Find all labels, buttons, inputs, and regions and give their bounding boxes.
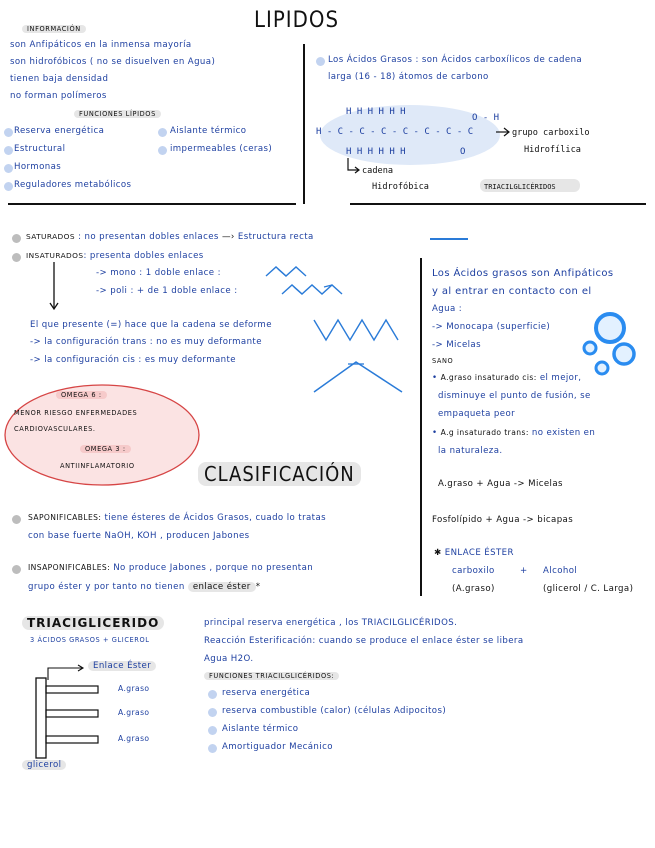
cis-bullet-text: disminuye el punto de fusión, se <box>438 391 591 401</box>
insaponificables-text: grupo éster y por tanto no tienen enlace éster * <box>28 582 261 592</box>
saturados-line: SATURADOS : no presentan dobles enlaces —› Estructura recta <box>26 232 314 242</box>
micelas-line: -> Micelas <box>432 340 481 350</box>
triacil-text: principal reserva energética , los TRIACILGLICÉRIDOS. <box>204 618 458 628</box>
trans-bullet: • A.g insaturado trans: no existen en <box>432 428 596 438</box>
carboxilo-label: carboxilo <box>452 566 495 576</box>
bullet-icon <box>4 164 13 173</box>
cis-line: -> la configuración cis : es muy deformante <box>30 355 236 365</box>
funcion-item: Reguladores metabólicos <box>14 180 132 190</box>
svg-text:H H H H H H: H H H H H H <box>346 147 406 157</box>
page-title: LIPIDOS <box>254 8 340 33</box>
bullet-icon <box>12 253 21 262</box>
fatty-acid-structure <box>310 100 640 200</box>
bullet-icon <box>208 690 217 699</box>
funciones-triacil-heading: FUNCIONES TRIACILGLICÉRIDOS: <box>204 672 339 680</box>
triacil-text: Reacción Esterificación: cuando se produce el enlace éster se libera <box>204 636 524 646</box>
divider <box>303 44 305 204</box>
bullet-icon <box>12 515 21 524</box>
bullet-icon <box>208 726 217 735</box>
poli-zigzag <box>280 281 350 297</box>
bullet-icon <box>158 128 167 137</box>
svg-text:grupo carboxilo: grupo carboxilo <box>512 128 590 138</box>
triacil-text: Agua H2O. <box>204 654 254 664</box>
funcion-triacil-item: Aislante térmico <box>222 724 299 734</box>
svg-text:Hidrofílica: Hidrofílica <box>524 145 581 155</box>
bullet-icon <box>4 146 13 155</box>
info-item: tienen baja densidad <box>10 74 109 84</box>
divider <box>8 203 296 205</box>
divider <box>420 258 422 596</box>
funcion-triacil-item: reserva combustible (calor) (células Adipocitos) <box>222 706 447 716</box>
bullet-icon <box>316 57 325 66</box>
down-arrow-icon <box>48 262 60 312</box>
anfi-text: Los Ácidos grasos son Anfipáticos <box>432 268 614 279</box>
omega3-text: ANTIINFLAMATORIO <box>60 462 135 470</box>
bullet-icon <box>12 565 21 574</box>
alcohol-label: Alcohol <box>543 566 578 576</box>
deforme-line: El que presente (=) hace que la cadena se deforme <box>30 320 272 330</box>
bullet-icon <box>12 234 21 243</box>
svg-text:H - C - C - C - C - C - C - C: H - C - C - C - C - C - C - C <box>316 127 474 137</box>
micelas-bubbles <box>578 310 650 376</box>
triacil-title: TRIACIGLICERIDO <box>22 612 164 631</box>
funciones-heading: FUNCIONES LÍPIDOS <box>74 110 161 118</box>
insaponificables-line: INSAPONIFICABLES: No produce Jabones , porque no presentan <box>28 563 314 573</box>
agraso-1: A.graso <box>118 684 150 693</box>
monocapa-line: -> Monocapa (superficie) <box>432 322 551 332</box>
trans-zigzag <box>312 316 402 348</box>
svg-text:Hidrofóbica: Hidrofóbica <box>372 182 429 192</box>
clasificacion-title: CLASIFICACIÓN <box>198 462 361 486</box>
insaturados-line: INSATURADOS: presenta dobles enlaces <box>26 251 204 261</box>
bullet-icon <box>4 182 13 191</box>
cis-chain <box>310 358 406 396</box>
mono-zigzag <box>264 263 314 279</box>
info-heading: INFORMACIÓN <box>22 25 86 33</box>
poli-line: -> poli : + de 1 doble enlace : <box>96 286 238 296</box>
agraso-label: (A.graso) <box>452 584 495 594</box>
agraso-2: A.graso <box>118 708 150 717</box>
svg-text:O - H: O - H <box>472 113 500 123</box>
omega6-text: CARDIOVASCULARES. <box>14 425 96 433</box>
funcion-item: Estructural <box>14 144 66 154</box>
omega6-text: MENOR RIESGO ENFERMEDADES <box>14 409 138 417</box>
equation-bicapas: Fosfolípido + Agua -> bicapas <box>432 515 574 525</box>
trans-line: -> la configuración trans : no es muy deformante <box>30 337 262 347</box>
svg-text:O: O <box>460 147 466 157</box>
funcion-item: impermeables (ceras) <box>170 144 273 154</box>
omega6-label: OMEGA 6 : <box>56 391 107 399</box>
acidos-text: larga (16 - 18) átomos de carbono <box>328 72 489 82</box>
mono-line: -> mono : 1 doble enlace : <box>96 268 221 278</box>
bullet-icon <box>208 744 217 753</box>
svg-text:TRIACILGLICÉRIDOS: TRIACILGLICÉRIDOS <box>484 183 556 191</box>
cis-bullet: • A.graso insaturado cis: el mejor, <box>432 373 582 383</box>
divider <box>350 203 646 205</box>
plus-sign: + <box>520 566 528 576</box>
saponificables-text: con base fuerte NaOH, KOH , producen Jabones <box>28 531 250 541</box>
glicerol-label: glicerol <box>22 760 66 770</box>
funcion-triacil-item: reserva energética <box>222 688 311 698</box>
acidos-text: Los Ácidos Grasos : son Ácidos carboxílicos de cadena <box>328 55 583 65</box>
cis-bullet-text: empaqueta peor <box>438 409 516 419</box>
saponificables-line: SAPONIFICABLES: tiene ésteres de Ácidos Grasos, cuado lo tratas <box>28 513 326 523</box>
agraso-3: A.graso <box>118 734 150 743</box>
funcion-item: Hormonas <box>14 162 62 172</box>
enlace-ester-label: Enlace Éster <box>88 661 156 671</box>
triacil-subtitle: 3 ÁCIDOS GRASOS + GLICEROL <box>30 636 150 644</box>
info-item: no forman polímeros <box>10 91 107 101</box>
info-item: son hidrofóbicos ( no se disuelven en Agua) <box>10 57 216 67</box>
bullet-icon <box>208 708 217 717</box>
omega3-label: OMEGA 3 : <box>80 445 131 453</box>
glicerol-label: (glicerol / C. Larga) <box>543 584 634 594</box>
enlace-ester-heading: ✱ ENLACE ÉSTER <box>434 548 514 558</box>
svg-text:H H H H H H: H H H H H H <box>346 107 406 117</box>
funcion-item: Reserva energética <box>14 126 105 136</box>
bullet-icon <box>4 128 13 137</box>
funcion-triacil-item: Amortiguador Mecánico <box>222 742 333 752</box>
anfi-text: y al entrar en contacto con el <box>432 286 592 297</box>
equation-micelas: A.graso + Agua -> Micelas <box>438 479 563 489</box>
trans-bullet-text: la naturaleza. <box>438 446 503 456</box>
svg-text:cadena: cadena <box>362 166 394 176</box>
bullet-icon <box>158 146 167 155</box>
funcion-item: Aislante térmico <box>170 126 247 136</box>
straight-chain <box>430 238 468 240</box>
info-item: son Anfipáticos en la inmensa mayoría <box>10 40 192 50</box>
anfi-text: Agua : <box>432 304 463 314</box>
sano-label: SANO <box>432 357 454 365</box>
